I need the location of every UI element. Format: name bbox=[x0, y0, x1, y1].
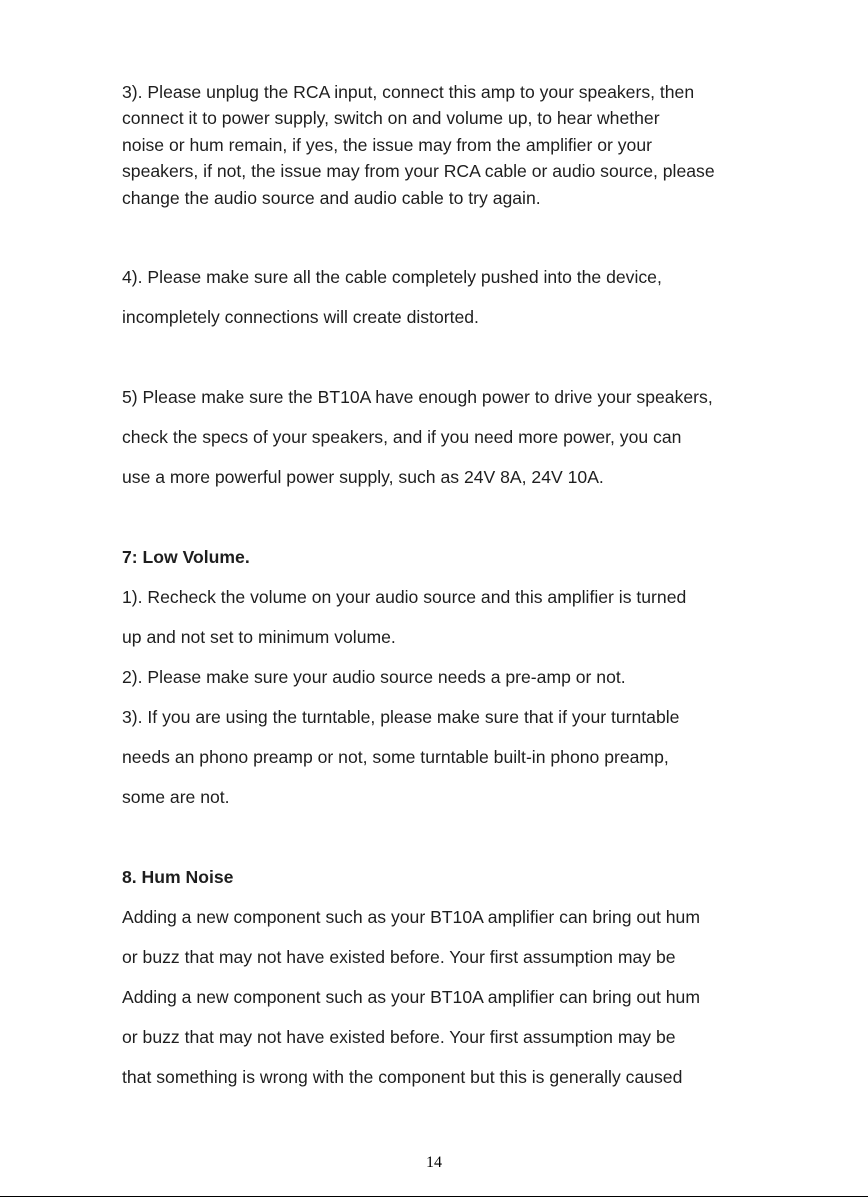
text-line: 4). Please make sure all the cable completely pushed into the device, bbox=[122, 267, 662, 287]
text-line: that something is wrong with the component but this is generally caused bbox=[122, 1067, 683, 1087]
text-line: 2). Please make sure your audio source needs a pre-amp or not. bbox=[122, 667, 626, 687]
text-line: or buzz that may not have existed before. Your first assumption may be bbox=[122, 1027, 676, 1047]
text-line: change the audio source and audio cable to try again. bbox=[122, 188, 541, 208]
text-line: up and not set to minimum volume. bbox=[122, 627, 396, 647]
text-line: connect it to power supply, switch on and volume up, to hear whether bbox=[122, 108, 660, 128]
text-line: check the specs of your speakers, and if you need more power, you can bbox=[122, 427, 682, 447]
text-line: some are not. bbox=[122, 787, 230, 807]
page-number: 14 bbox=[426, 1154, 442, 1171]
text-line: needs an phono preamp or not, some turntable built-in phono preamp, bbox=[122, 747, 669, 767]
text-line: Adding a new component such as your BT10A amplifier can bring out hum bbox=[122, 987, 700, 1007]
text-line: noise or hum remain, if yes, the issue may from the amplifier or your bbox=[122, 135, 652, 155]
text-line: Adding a new component such as your BT10A amplifier can bring out hum bbox=[122, 907, 700, 927]
text-line: or buzz that may not have existed before. Your first assumption may be bbox=[122, 947, 676, 967]
section-heading: 7: Low Volume. bbox=[122, 547, 250, 567]
text-line: incompletely connections will create distorted. bbox=[122, 307, 479, 327]
section-heading: 8. Hum Noise bbox=[122, 867, 234, 887]
text-line: 1). Recheck the volume on your audio source and this amplifier is turned bbox=[122, 587, 687, 607]
text-line: 5) Please make sure the BT10A have enough power to drive your speakers, bbox=[122, 387, 713, 407]
text-line: 3). Please unplug the RCA input, connect this amp to your speakers, then bbox=[122, 82, 695, 102]
text-line: speakers, if not, the issue may from your RCA cable or audio source, please bbox=[122, 161, 715, 181]
footer-divider bbox=[0, 1196, 868, 1197]
text-line: 3). If you are using the turntable, please make sure that if your turntable bbox=[122, 707, 680, 727]
text-line: use a more powerful power supply, such as 24V 8A, 24V 10A. bbox=[122, 467, 604, 487]
